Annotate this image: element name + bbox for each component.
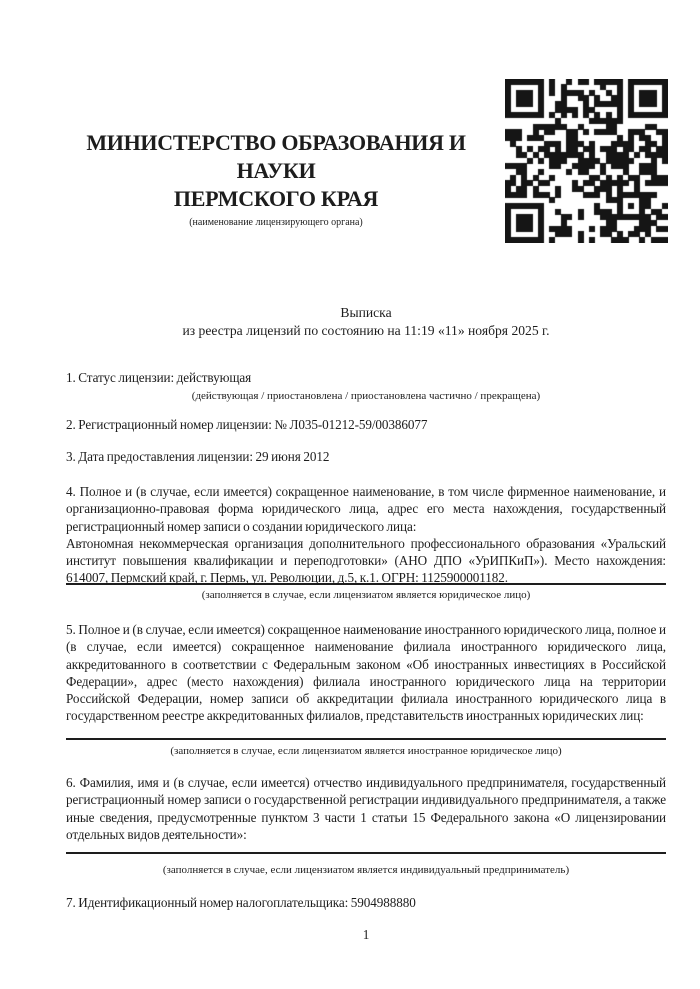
issuer-name-line2: ПЕРМСКОГО КРАЯ <box>173 186 379 211</box>
individual-entrepreneur-caption: (заполняется в случае, если лицензиатом является индивидуальный предприниматель) <box>162 864 570 877</box>
section-foreign-entity <box>66 621 666 758</box>
section-license-status <box>66 369 666 403</box>
taxpayer-id-value: 7. Идентификационный номер налогоплательщика: 5904988880 <box>66 895 416 910</box>
grant-date-value: 3. Дата предоставления лицензии: 29 июня 2012 <box>66 449 330 464</box>
page-number: 1 <box>362 927 370 942</box>
issuer-caption: (наименование лицензирующего органа) <box>189 217 363 228</box>
fill-in-rule <box>66 852 666 854</box>
individual-entrepreneur-heading: 6. Фамилия, имя и (в случае, если имеется) отчество индивидуального предпринимателя, государственный регистрационный номер записи о государственной регистрации индивидуального предпринимателя, а также иные сведения, предусмотренные пунктом 3 части 1 статьи 15 Федерального закона «О лицензировании отдельных видов деятельности»: <box>66 775 666 842</box>
extract-title: Выписка <box>340 305 392 320</box>
legal-entity-value: Автономная некоммерческая организация дополнительного профессионального образования «Уральский институт повышения квалификации и переподготовки» (АНО ДПО «УрИПКиП»). Место нахождения: 614007, Пермский край, г. Пермь, ул. Революции, д.5, к.1. ОГРН: 1125900001182. <box>66 535 666 586</box>
legal-entity-caption: (заполняется в случае, если лицензиатом является юридическое лицо) <box>201 588 531 601</box>
registration-number-value: 2. Регистрационный номер лицензии: № Л035-01212-59/00386077 <box>66 417 428 432</box>
license-status-value: 1. Статус лицензии: действующая <box>66 370 252 385</box>
legal-entity-heading: 4. Полное и (в случае, если имеется) сокращенное наименование, в том числе фирменное наименование, и организационно-правовая форма юридического лица, адрес его места нахождения, государственный регистрационный номер записи о создании юридического лица: <box>66 484 666 534</box>
section-legal-entity <box>66 483 666 602</box>
section-registration-number <box>66 416 666 433</box>
section-grant-date <box>66 448 666 465</box>
issuer-header <box>66 129 486 229</box>
extract-subtitle: из реестра лицензий по состоянию на 11:19 «11» ноября 2025 г. <box>182 323 550 338</box>
foreign-entity-heading: 5. Полное и (в случае, если имеется) сокращенное наименование иностранного юридического лица, полное и (в случае, если имеется) сокращенное наименование филиала иностранного юридического лица, аккредитованного в соответствии с Федеральным законом «Об иностранных инвестициях в Российской Федерации», адрес (место нахождения) филиала иностранного юридического лица на территории Российской Федерации, номер записи об аккредитации филиала иностранного юридического лица в государственном реестре аккредитованных филиалов, представительств иностранных юридических лиц: <box>66 622 666 724</box>
section-individual-entrepreneur <box>66 774 666 877</box>
foreign-entity-caption: (заполняется в случае, если лицензиатом является иностранное юридическое лицо) <box>170 744 562 757</box>
section-taxpayer-id <box>66 894 666 911</box>
issuer-name-line1: МИНИСТЕРСТВО ОБРАЗОВАНИЯ И НАУКИ <box>86 130 466 183</box>
qr-code-icon <box>505 79 668 243</box>
license-status-caption: (действующая / приостановлена / приостановлена частично / прекращена) <box>191 390 541 403</box>
fill-in-rule <box>66 738 666 740</box>
extract-title-block <box>66 304 666 340</box>
